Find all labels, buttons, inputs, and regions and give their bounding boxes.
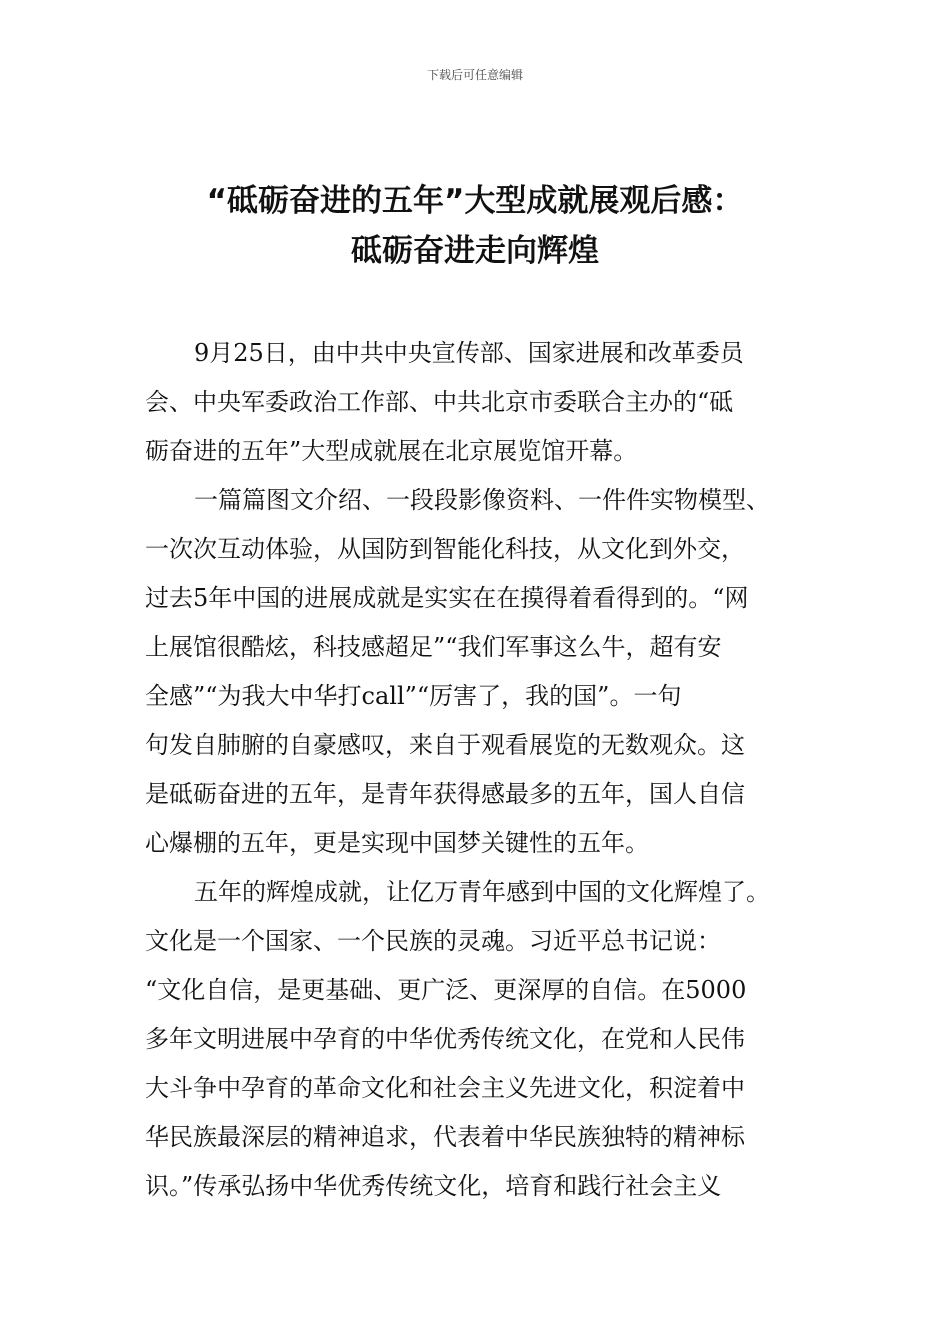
body-line: 识。”传承弘扬中华优秀传统文化，培育和践行社会主义 xyxy=(145,1172,722,1200)
document-body xyxy=(145,329,835,1211)
body-line: 上展馆很酷炫，科技感超足”“我们军事这么牛，超有安 xyxy=(145,633,722,661)
body-line: 9月25日，由中共中央宣传部、国家进展和改革委员 xyxy=(194,339,744,367)
body-line: 砺奋进的五年”大型成就展在北京展览馆开幕。 xyxy=(145,437,638,465)
body-line: 大斗争中孕育的革命文化和社会主义先进文化，积淀着中 xyxy=(145,1074,745,1102)
body-line: 华民族最深层的精神追求，代表着中华民族独特的精神标 xyxy=(145,1123,745,1151)
body-line: 全感”“为我大中华打call”“厉害了，我的国”。一句 xyxy=(145,682,682,710)
body-line: 心爆棚的五年，更是实现中国梦关键性的五年。 xyxy=(145,829,649,857)
title-line-1: “砥砺奋进的五年”大型成就展观后感： xyxy=(206,183,744,219)
body-line: “文化自信，是更基础、更广泛、更深厚的自信。在5000 xyxy=(145,976,747,1004)
body-line: 一次次互动体验，从国防到智能化科技，从文化到外交， xyxy=(145,535,745,563)
body-line: 文化是一个国家、一个民族的灵魂。习近平总书记说： xyxy=(145,927,721,955)
page-header-note: 下载后可任意编辑 xyxy=(426,68,523,82)
body-line: 过去5年中国的进展成就是实实在在摸得着看得到的。“网 xyxy=(145,584,749,612)
body-line: 句发自肺腑的自豪感叹，来自于观看展览的无数观众。这 xyxy=(145,731,745,759)
body-line: 会、中央军委政治工作部、中共北京市委联合主办的“砥 xyxy=(145,388,734,416)
title-line-2: 砥砺奋进走向辉煌 xyxy=(351,233,599,269)
body-line: 多年文明进展中孕育的中华优秀传统文化，在党和人民伟 xyxy=(145,1025,745,1053)
body-line: 五年的辉煌成就，让亿万青年感到中国的文化辉煌了。 xyxy=(194,878,770,906)
body-line: 一篇篇图文介绍、一段段影像资料、一件件实物模型、 xyxy=(194,486,770,514)
document-title xyxy=(60,176,890,276)
body-line: 是砥砺奋进的五年，是青年获得感最多的五年，国人自信 xyxy=(145,780,745,808)
